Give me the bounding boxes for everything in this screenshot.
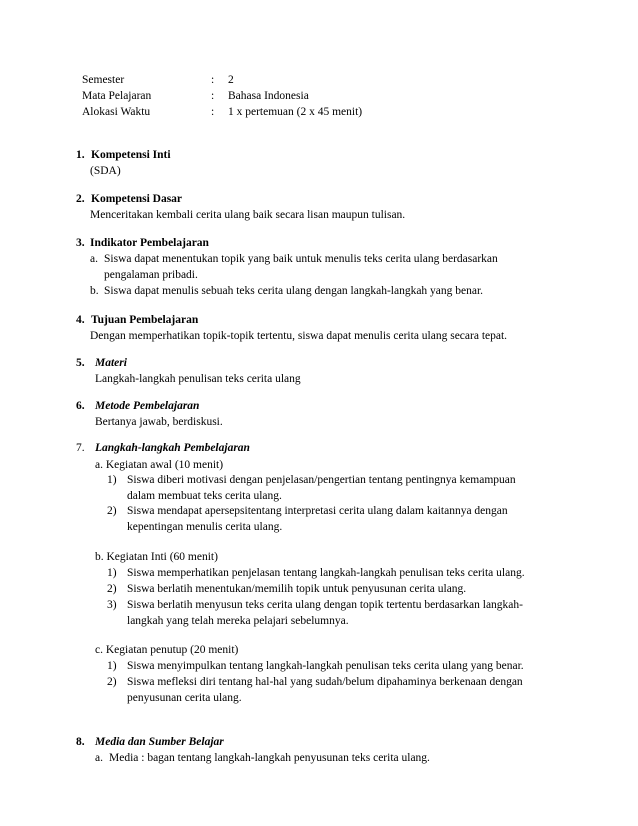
section-8-item-a-marker: a. [95, 752, 103, 764]
section-8-number: 8. [76, 736, 85, 748]
section-7-b-1-number: 1) [107, 567, 117, 579]
section-2-title: Kompetensi Dasar [91, 193, 183, 205]
section-7-c-heading: c. Kegiatan penutup (20 menit) [95, 644, 239, 656]
section-7-b-3-line2: langkah yang telah mereka pelajari sebelumnya. [127, 615, 349, 627]
section-7-c-2-line2: penyusunan cerita ulang. [127, 692, 242, 704]
section-6-title: Metode Pembelajaran [95, 400, 200, 412]
section-2-number: 2. [76, 193, 85, 205]
time-allocation-colon: : [211, 106, 215, 118]
section-7-b-2-line1: Siswa berlatih menentukan/memilih topik untuk penyusunan cerita ulang. [127, 583, 467, 595]
section-7-c-2-number: 2) [107, 676, 117, 688]
section-8-title: Media dan Sumber Belajar [95, 736, 224, 748]
section-5-title: Materi [95, 357, 127, 369]
section-7-c-2-line1: Siswa mefleksi diri tentang hal-hal yang sudah/belum dipahaminya berkenaan dengan [127, 676, 523, 688]
section-7-a-heading: a. Kegiatan awal (10 menit) [95, 459, 224, 471]
semester-value: 2 [228, 74, 234, 86]
time-allocation-value: 1 x pertemuan (2 x 45 menit) [228, 106, 363, 118]
section-7-a-1-line2: dalam membuat teks cerita ulang. [127, 490, 282, 502]
subject-value: Bahasa Indonesia [228, 90, 309, 102]
section-7-b-2-number: 2) [107, 583, 117, 595]
section-3-number: 3. [76, 237, 85, 249]
section-7-a-2-line1: Siswa mendapat apersepsitentang interpretasi cerita ulang dalam kaitannya dengan [127, 505, 508, 517]
section-3-item-b-marker: b. [90, 285, 99, 297]
section-7-a-1-line1: Siswa diberi motivasi dengan penjelasan/pengertian tentang pentingnya kemampuan [127, 474, 516, 486]
subject-label: Mata Pelajaran [82, 90, 152, 102]
section-2-body: Menceritakan kembali cerita ulang baik secara lisan maupun tulisan. [90, 209, 406, 221]
subject-colon: : [211, 90, 215, 102]
section-7-a-2-number: 2) [107, 505, 117, 517]
section-7-b-1-line1: Siswa memperhatikan penjelasan tentang langkah-langkah penulisan teks cerita ulang. [127, 567, 525, 579]
section-7-c-1-number: 1) [107, 660, 117, 672]
section-7-b-3-number: 3) [107, 599, 117, 611]
section-3-item-a-line1: Siswa dapat menentukan topik yang baik untuk menulis teks cerita ulang berdasarkan [104, 253, 498, 265]
section-3-item-a-marker: a. [90, 253, 98, 265]
section-5-number: 5. [76, 357, 85, 369]
section-4-number: 4. [76, 314, 85, 326]
section-7-number: 7. [76, 442, 85, 454]
section-3-title: Indikator Pembelajaran [90, 237, 209, 249]
section-1-body: (SDA) [90, 165, 121, 177]
semester-label: Semester [82, 74, 125, 86]
section-7-a-1-number: 1) [107, 474, 117, 486]
section-7-a-2-line2: kepentingan menulis cerita ulang. [127, 521, 283, 533]
section-1-title: Kompetensi Inti [91, 149, 171, 161]
section-3-item-a-line2: pengalaman pribadi. [104, 269, 198, 281]
section-7-c-1-line1: Siswa menyimpulkan tentang langkah-langkah penulisan teks cerita ulang yang benar. [127, 660, 524, 672]
section-7-b-heading: b. Kegiatan Inti (60 menit) [95, 551, 218, 563]
semester-colon: : [211, 74, 215, 86]
section-7-b-3-line1: Siswa berlatih menyusun teks cerita ulang dengan topik tertentu berdasarkan langkah- [127, 599, 523, 611]
section-3-item-b-line: Siswa dapat menulis sebuah teks cerita ulang dengan langkah-langkah yang benar. [104, 285, 484, 297]
section-7-title: Langkah-langkah Pembelajaran [95, 442, 250, 454]
section-4-title: Tujuan Pembelajaran [91, 314, 199, 326]
section-8-item-a-line: Media : bagan tentang langkah-langkah penyusunan teks cerita ulang. [109, 752, 430, 764]
section-1-number: 1. [76, 149, 85, 161]
section-5-body: Langkah-langkah penulisan teks cerita ulang [95, 373, 301, 385]
time-allocation-label: Alokasi Waktu [82, 106, 151, 118]
section-6-number: 6. [76, 400, 85, 412]
section-4-body: Dengan memperhatikan topik-topik tertentu, siswa dapat menulis cerita ulang secara tepat. [90, 330, 508, 342]
section-6-body: Bertanya jawab, berdiskusi. [95, 416, 223, 428]
